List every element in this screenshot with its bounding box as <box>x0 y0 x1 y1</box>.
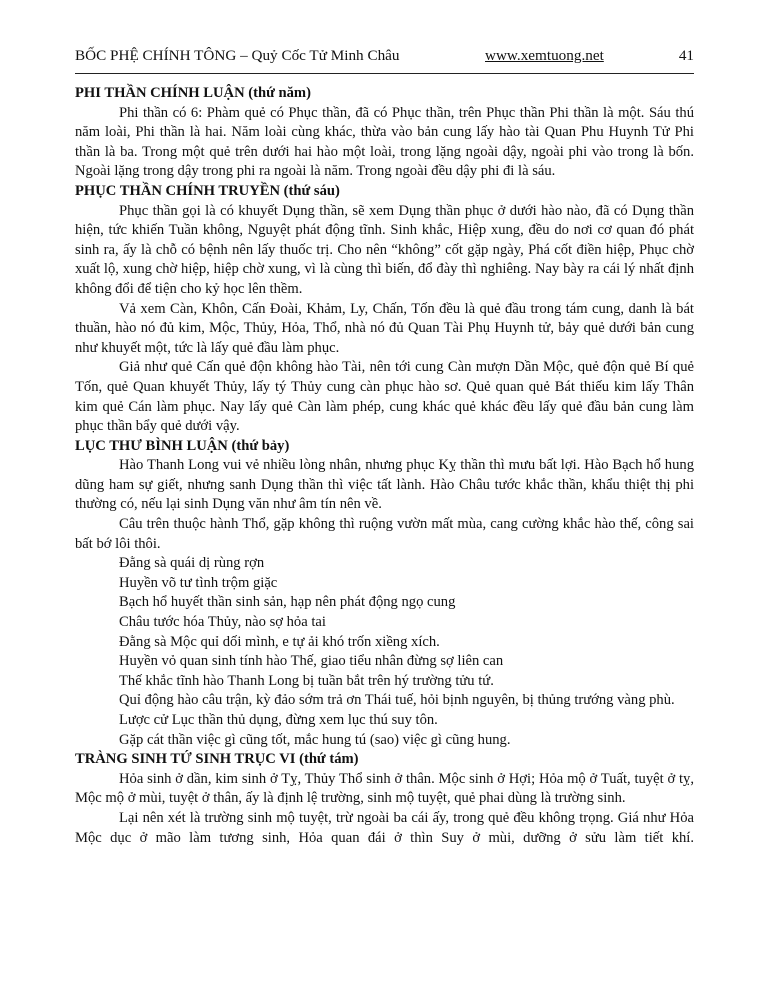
book-title: BỐC PHỆ CHÍNH TÔNG – Quỷ Cốc Tử Minh Châu <box>75 47 400 64</box>
verse-line: Thế khắc tĩnh hào Thanh Long bị tuần bắt trên hý trường tửu tứ. <box>119 672 494 689</box>
section-heading: TRÀNG SINH TỨ SINH TRỤC VI (thứ tám) <box>75 751 359 768</box>
verse-line: Bạch hổ huyết thần sinh sản, hạp nên phát động ngọ cung <box>119 594 456 611</box>
page-content <box>75 84 694 848</box>
page-header <box>75 46 694 68</box>
section-heading: LỤC THƯ BÌNH LUẬN (thứ bảy) <box>75 437 290 454</box>
paragraph: Phục thần gọi là có khuyết Dụng thần, sẽ xem Dụng thần phục ở dưới hào nào, đã có Dụng thần hiện, tức khiến Tuần không, Nguyệt phát động tĩnh. Sinh khắc, Hiệp xung, đều do nơi cơ quan đó phát sinh ra, ấy là chỗ có bệnh nên lấy thuốc trị. Cho nên “không” cốt gặp ngày, Phá cốt điền hiệp, Phục chờ xuất lộ, xung chờ hiệp, hiệp chờ xung, vì là cùng thì biến, đổ đày thì nghiêng. Nay bày ra cái lý nhất định không đổi để tiện cho kỷ học lên thềm. <box>75 202 694 297</box>
section-heading: PHỤC THẦN CHÍNH TRUYỀN (thứ sáu) <box>75 182 340 199</box>
header-divider <box>75 73 694 74</box>
paragraph: Hỏa sinh ở dần, kim sinh ở Tỵ, Thủy Thổ sinh ở thân. Mộc sinh ở Hợi; Hỏa mộ ở Tuất, tuyệt ở tỵ, Mộc mộ ở mùi, tuyệt ở thân, ấy là định lệ trường, sinh mộ tuyệt, quẻ phai dùng là trường sinh. <box>75 770 694 807</box>
section-heading: PHI THẦN CHÍNH LUẬN (thứ năm) <box>75 85 311 101</box>
paragraph: Câu trên thuộc hành Thổ, gặp không thì ruộng vườn mất mùa, cang cường khắc hào thế, công sai bất bớ lôi thôi. <box>75 516 694 552</box>
verse-line: Huyền võ tư tình trộm giặc <box>119 574 278 591</box>
page-number: 41 <box>678 47 694 64</box>
paragraph: Phi thần có 6: Phàm quẻ có Phục thần, đã có Phục thần, trên Phục thần Phi thần là một. Sáu thú năm loài, Phi thần là hai. Năm loài cùng khác, thừa vào bản cung lấy hào tài Quan Phu Huynh Tử Phi thần là ba. Trong một quẻ trên dưới hai hào một loài, trong lặng ngoài dậy, ngoài phi vào trong là bốn. Ngoài lặng trong dậy trong phi ra ngoài là năm. Trong ngoài đều dậy phi đi là sáu. <box>75 104 694 180</box>
paragraph: Lại nên xét là trường sinh mộ tuyệt, trừ ngoài ba cái ấy, trong quẻ đều không trọng. Giá như Hỏa Mộc dục ở mão làm tương sinh, Hỏa quan đái ở thìn Suy ở mùi, dưỡng ở sửu làm tiết khí. <box>75 809 694 846</box>
paragraph: Vả xem Càn, Khôn, Cấn Đoài, Khảm, Ly, Chấn, Tốn đều là quẻ đầu trong tám cung, danh là bát thuần, hào nó đủ kim, Mộc, Thủy, Hỏa, Thổ, nhà nó đủ Quan Tài Phụ Huynh tử, bảy quẻ dưới bản cung như khuyết một, tức là lấy quẻ đầu làm phục. <box>75 300 694 356</box>
verse-line: Gặp cát thần việc gì cũng tốt, mắc hung tú (sao) việc gì cũng hung. <box>119 731 511 748</box>
website-link[interactable]: www.xemtuong.net <box>485 47 604 64</box>
verse-line: Châu tước hóa Thủy, nào sợ hỏa tai <box>119 614 326 631</box>
verse-line: Huyền vỏ quan sinh tính hào Thế, giao tiểu nhân đừng sợ liên can <box>119 653 504 670</box>
verse-line: Đằng sà quái dị rùng rợn <box>119 555 265 572</box>
paragraph: Quỉ động hào câu trận, kỳ đảo sớm trả ơn Thái tuế, hỏi bịnh nguyên, bị thủng trướng vàng phù. <box>119 692 675 709</box>
paragraph: Giả như quẻ Cấn quẻ độn không hào Tài, nên tới cung Càn mượn Dần Mộc, quẻ độn quẻ Bí quẻ Tốn, quẻ Quan khuyết Thủy, lấy tý Thủy cung càn phục hào sơ. Quẻ quan quẻ Bát thiếu kim lấy Thân kim quẻ Cán làm phục. Nay lấy quẻ Càn làm phép, cung khác quẻ khác đều lấy quẻ đầu bản cung làm phục thần bẩy quẻ dưới vậy. <box>75 359 694 435</box>
verse-line: Đằng sà Mộc quỉ dối mình, e tự ải khó trốn xiềng xích. <box>119 633 440 650</box>
paragraph: Hào Thanh Long vui vẻ nhiều lòng nhân, nhưng phục Kỵ thần thì mưu bất lợi. Hào Bạch hổ hung dũng ham sự giết, nhưng sanh Dụng thần thì việc tất lành. Hào Châu tước khắc thần, khẩu thiệt thị phi thường có, nếu lại sinh Dụng văn như âm tín nên về. <box>75 457 694 513</box>
verse-line: Lược cử Lục thần thủ dụng, đừng xem lục thú suy tôn. <box>119 712 438 728</box>
